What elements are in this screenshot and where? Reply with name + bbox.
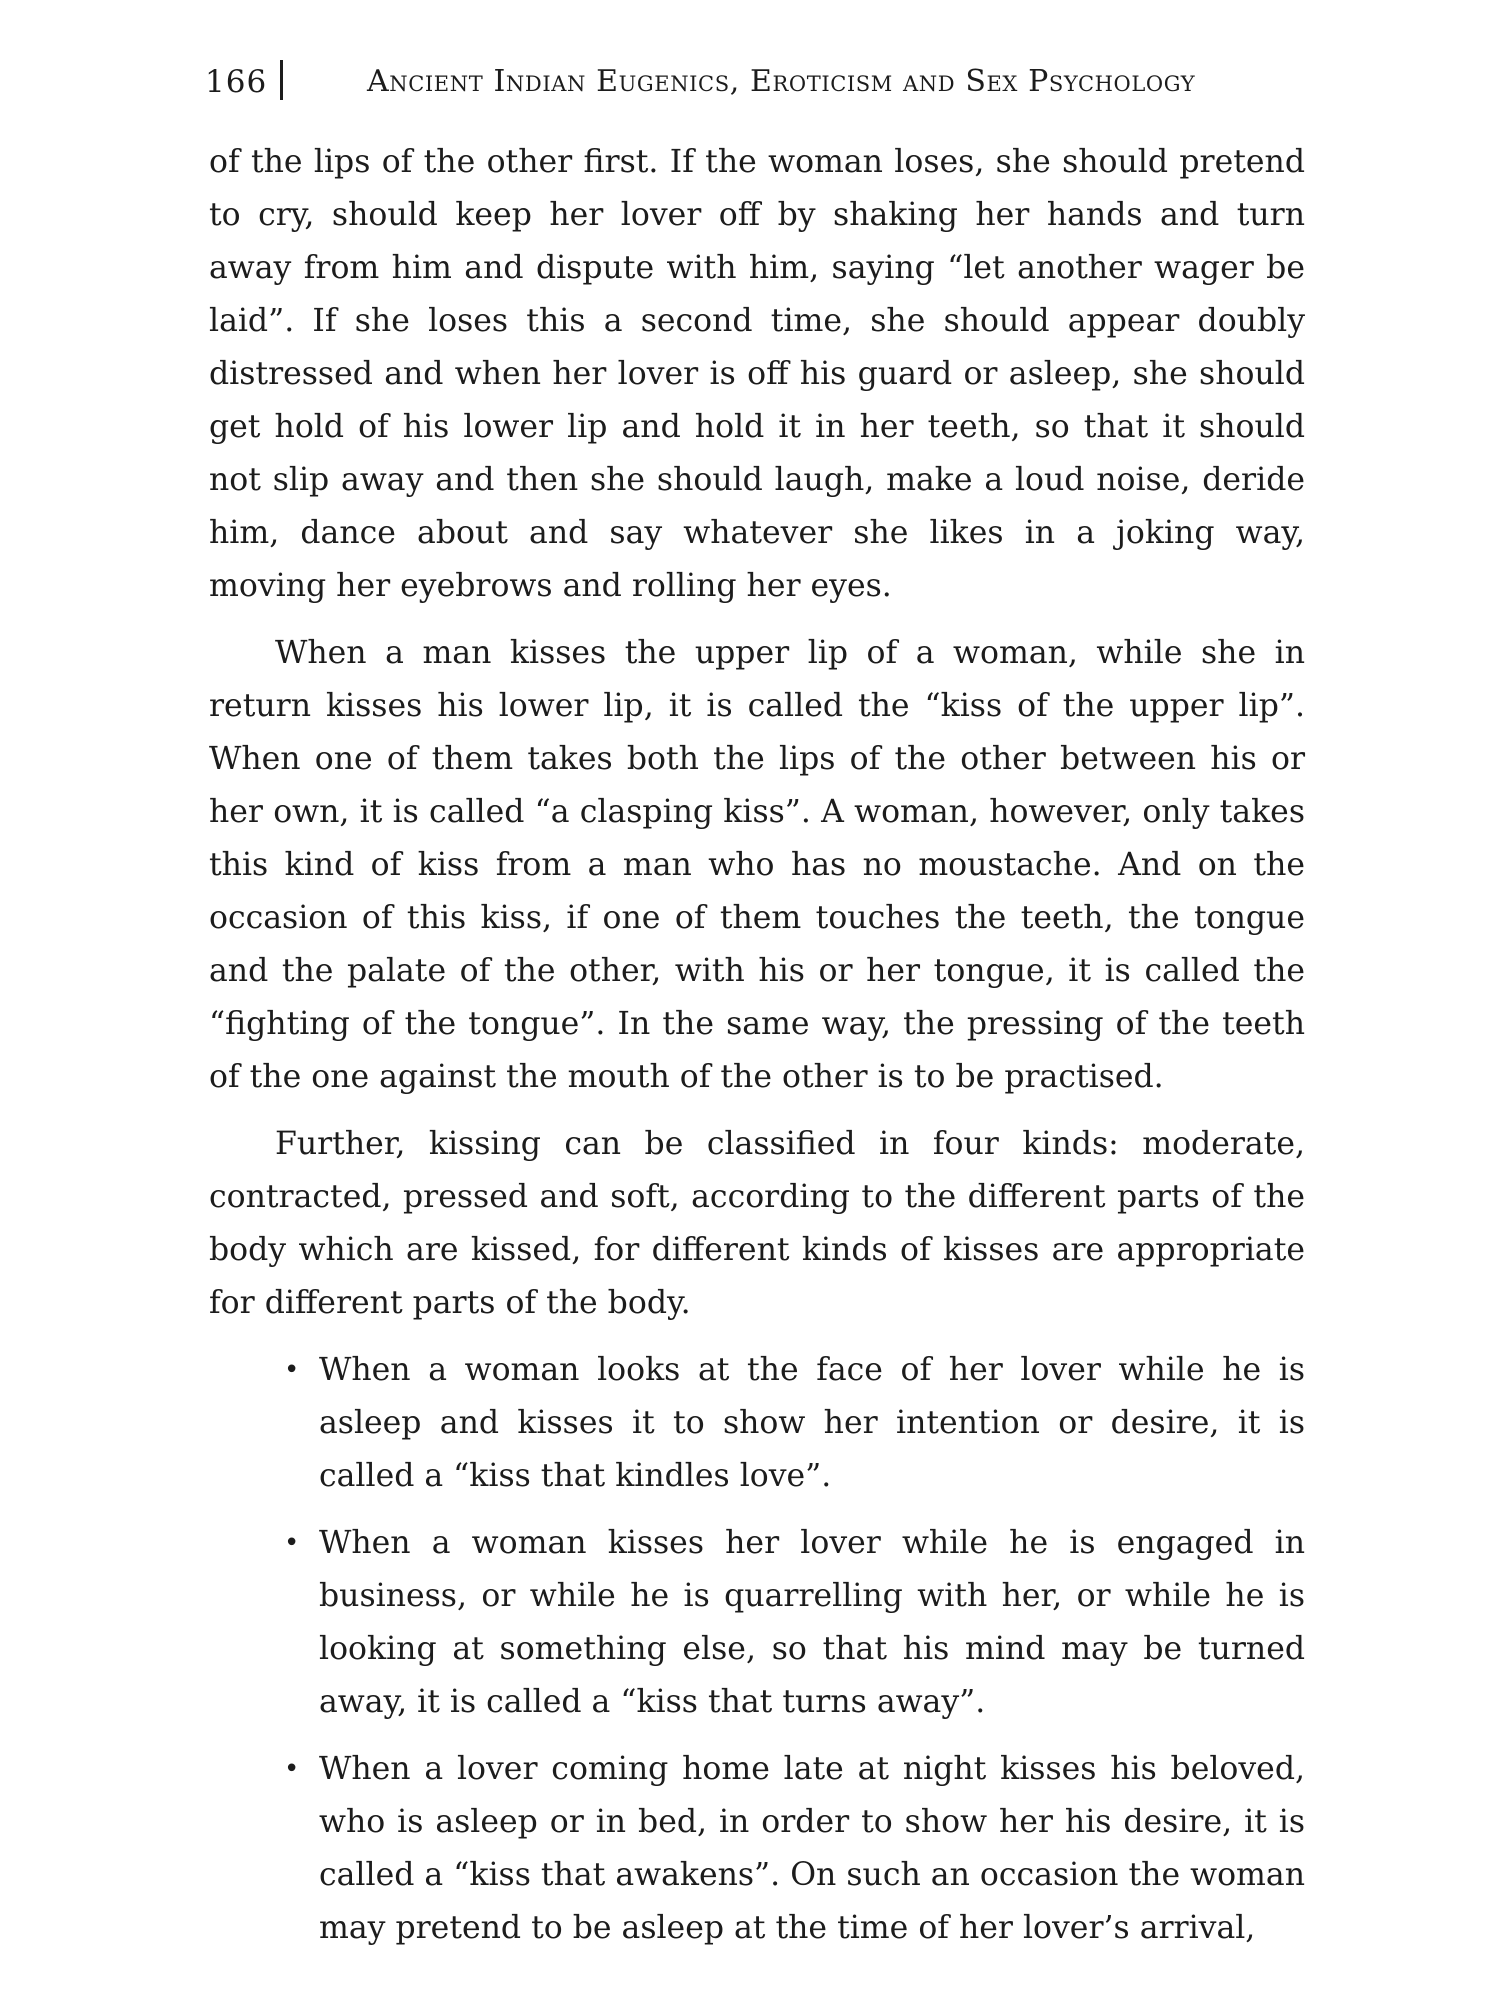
running-title: Ancient Indian Eugenics, Eroticism and Sex Psychology [367,64,1196,99]
list-item [209,1517,1305,1729]
list-item-text: When a lover coming home late at night kisses his beloved, who is asleep or in bed, in order to show her his desire, it is called a “kiss that awakens”. On such an occasion the woman may pretend to be asleep at the time of her lover’s arrival, [319,1751,1305,1946]
kiss-types-list [209,1344,1305,1955]
paragraph-continued: of the lips of the other first. If the woman loses, she should pretend to cry, should keep her lover off by shaking her hands and turn away from him and dispute with him, saying “let another wager be laid”. If she loses this a second time, she should appear doubly distressed and when her lover is off his guard or asleep, she should get hold of his lower lip and hold it in her teeth, so that it should not slip away and then she should laugh, make a loud noise, deride him, dance about and say whatever she likes in a joking way, moving her eyebrows and rolling her eyes. [209,144,1305,604]
page-body [209,136,1305,1969]
paragraph-upper-lip-kiss: When a man kisses the upper lip of a woman, while she in return kisses his lower lip, it is called the “kiss of the upper lip”. When one of them takes both the lips of the other between his or her own, it is called “a clasping kiss”. A woman, however, only takes this kind of kiss from a man who has no moustache. And on the occasion of this kiss, if one of them touches the teeth, the tongue and the palate of the other, with his or her tongue, it is called the “fighting of the tongue”. In the same way, the pressing of the teeth of the one against the mouth of the other is to be practised. [209,635,1305,1095]
list-item-text: When a woman kisses her lover while he is engaged in business, or while he is quarrelling with her, or while he is looking at something else, so that his mind may be turned away, it is called a “kiss that turns away”. [319,1525,1305,1720]
list-item-text: When a woman looks at the face of her lover while he is asleep and kisses it to show her intention or desire, it is called a “kiss that kindles love”. [319,1352,1305,1494]
header-separator [280,60,283,100]
bullet-icon: • [284,1754,300,1784]
bullet-icon: • [284,1528,300,1558]
list-item [209,1344,1305,1503]
bullet-icon: • [284,1355,300,1385]
list-item [209,1743,1305,1955]
page-header [205,52,1305,112]
page-number: 166 [205,64,268,100]
paragraph-kiss-classification: Further, kissing can be classified in four kinds: moderate, contracted, pressed and soft, according to the different parts of the body which are kissed, for different kinds of kisses are appropriate for different parts of the body. [209,1126,1305,1321]
